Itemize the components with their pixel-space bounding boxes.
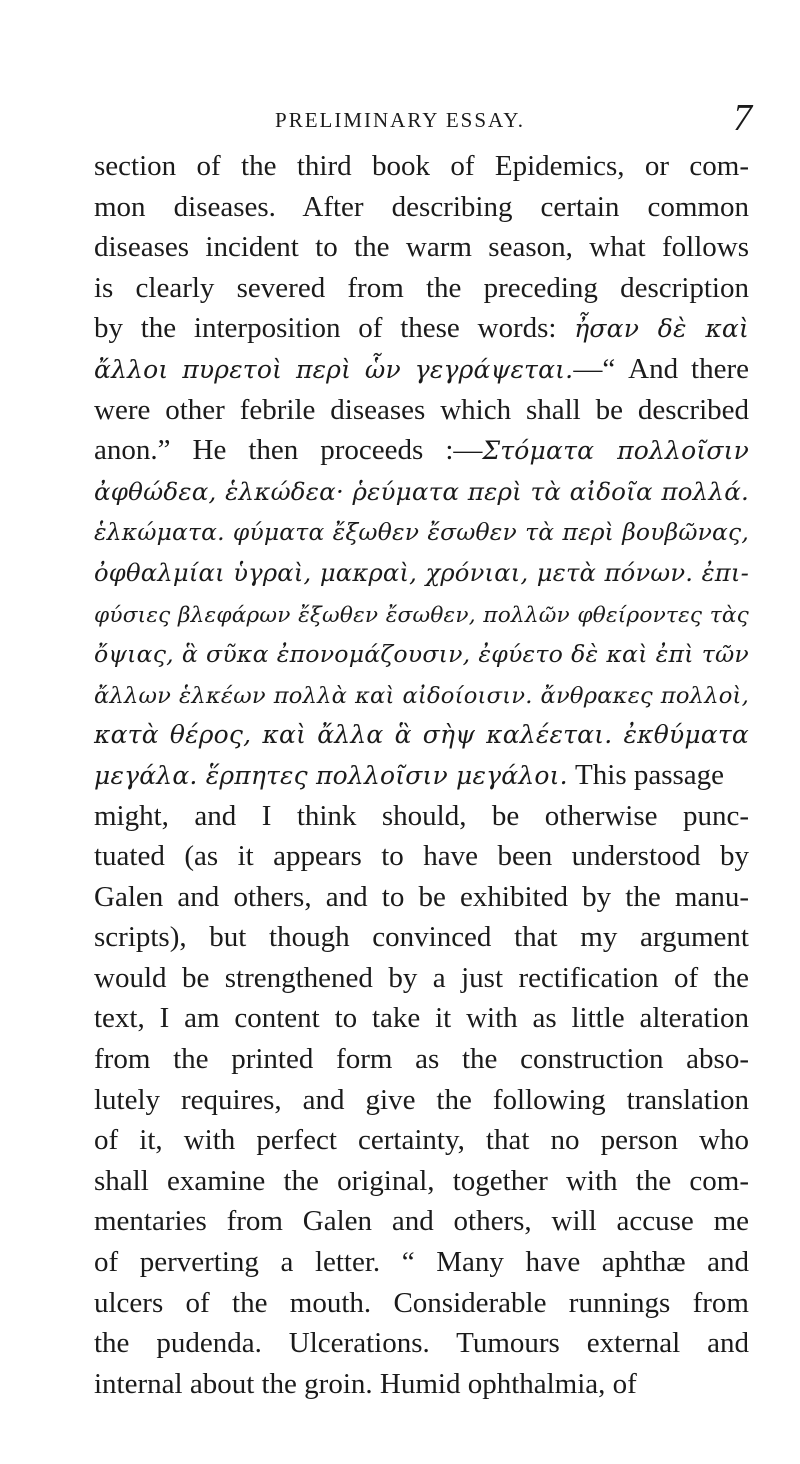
text-line	[94, 836, 749, 877]
text-line	[94, 998, 749, 1039]
text-line	[94, 227, 749, 268]
page-number: 7	[733, 97, 752, 139]
greek-quotation: ἄλλων ἑλκέων πολλὰ καὶ αἰδοίοισιν. ἄνθρακες πολλοὶ,	[94, 682, 749, 709]
text-span: is clearly severed from the preceding description	[94, 271, 749, 304]
text-line	[94, 552, 749, 593]
text-span: This passage	[567, 758, 725, 791]
greek-quotation: κατὰ θέρος, καὶ ἄλλα ἃ σὴψ καλέεται. ἐκθύματα	[94, 720, 749, 750]
text-line	[94, 877, 749, 918]
greek-quotation: ἑλκώματα. φύματα ἔξωθεν ἔσωθεν τὰ περὶ βουβῶνας,	[94, 518, 749, 547]
text-span: lutely requires, and give the following translation	[94, 1083, 749, 1116]
greek-quotation: φύσιες βλεφάρων ἔξωθεν ἔσωθεν, πολλῶν φθείροντες τὰς	[94, 602, 749, 628]
text-line	[94, 1080, 749, 1121]
running-title: PRELIMINARY ESSAY.	[275, 108, 525, 132]
text-span: were other febrile diseases which shall be described	[94, 393, 749, 426]
text-line	[94, 390, 749, 431]
text-line	[94, 1323, 749, 1364]
text-line	[94, 958, 749, 999]
text-span: tuated (as it appears to have been understood by	[94, 840, 749, 873]
text-line	[94, 796, 749, 837]
text-span: Galen and others, and to be exhibited by the manu-	[94, 880, 749, 913]
greek-quotation: ἀφθώδεα, ἑλκώδεα· ῥεύματα περὶ τὰ αἰδοῖα πολλά.	[94, 476, 749, 506]
text-line	[94, 1242, 749, 1283]
text-line	[94, 308, 749, 349]
body-text	[94, 146, 749, 1404]
text-span: mentaries from Galen and others, will accuse me	[94, 1205, 749, 1238]
text-span: of it, with perfect certainty, that no person who	[94, 1124, 749, 1157]
text-span: scripts), but though convinced that my argument	[94, 921, 749, 954]
text-span: the pudenda. Ulcerations. Tumours external and	[94, 1327, 749, 1360]
text-span: might, and I think should, be otherwise punc-	[94, 799, 749, 832]
text-line	[94, 430, 749, 471]
greek-quotation: μεγάλα. ἕρπητες πολλοῖσιν μεγάλοι.	[94, 760, 568, 790]
text-span: would be strengthened by a just rectification of the	[94, 961, 749, 994]
text-span: ulcers of the mouth. Considerable runnings from	[94, 1286, 749, 1319]
text-span: shall examine the original, together with the com-	[94, 1164, 749, 1197]
text-line	[94, 593, 749, 634]
text-line	[94, 511, 749, 552]
text-span: text, I am content to take it with as little alteration	[94, 1002, 749, 1035]
text-line	[94, 1120, 749, 1161]
greek-quotation: ἦσαν δὲ καὶ	[574, 314, 750, 344]
greek-quotation: ὄψιας, ἃ σῦκα ἐπονομάζουσιν, ἐφύετο δὲ καὶ ἐπὶ τῶν	[94, 640, 749, 669]
text-line	[94, 349, 749, 390]
text-line	[94, 917, 749, 958]
text-line	[94, 1364, 749, 1405]
text-span: anon.” He then proceeds :—	[94, 434, 483, 467]
text-span: section of the third book of Epidemics, or com-	[94, 150, 749, 182]
text-span: —“ And there	[573, 352, 749, 385]
text-line	[94, 1039, 749, 1080]
text-span: of perverting a letter. “ Many have aphthæ and	[94, 1246, 749, 1279]
text-line	[94, 1161, 749, 1202]
text-line	[94, 146, 749, 187]
text-line	[94, 755, 749, 796]
text-line	[94, 187, 749, 228]
greek-quotation: ἄλλοι πυρετοὶ περὶ ὧν γεγράψεται.	[94, 354, 574, 384]
text-line	[94, 1283, 749, 1324]
text-span: diseases incident to the warm season, what follows	[94, 231, 749, 264]
text-span: mon diseases. After describing certain common	[94, 190, 749, 223]
text-span: by the interposition of these words:	[94, 312, 575, 345]
text-line	[94, 1201, 749, 1242]
greek-quotation: ὀφθαλμίαι ὑγραὶ, μακραὶ, χρόνιαι, μετὰ πόνων. ἐπι-	[94, 557, 749, 587]
running-head	[0, 97, 800, 144]
text-line	[94, 471, 749, 512]
text-line	[94, 633, 749, 674]
text-line	[94, 714, 749, 755]
greek-quotation: Στόματα πολλοῖσιν	[482, 436, 749, 466]
text-line	[94, 268, 749, 309]
text-span: from the printed form as the construction abso-	[94, 1043, 749, 1076]
text-span: internal about the groin. Humid ophthalmia, of	[94, 1367, 637, 1400]
text-line	[94, 674, 749, 715]
